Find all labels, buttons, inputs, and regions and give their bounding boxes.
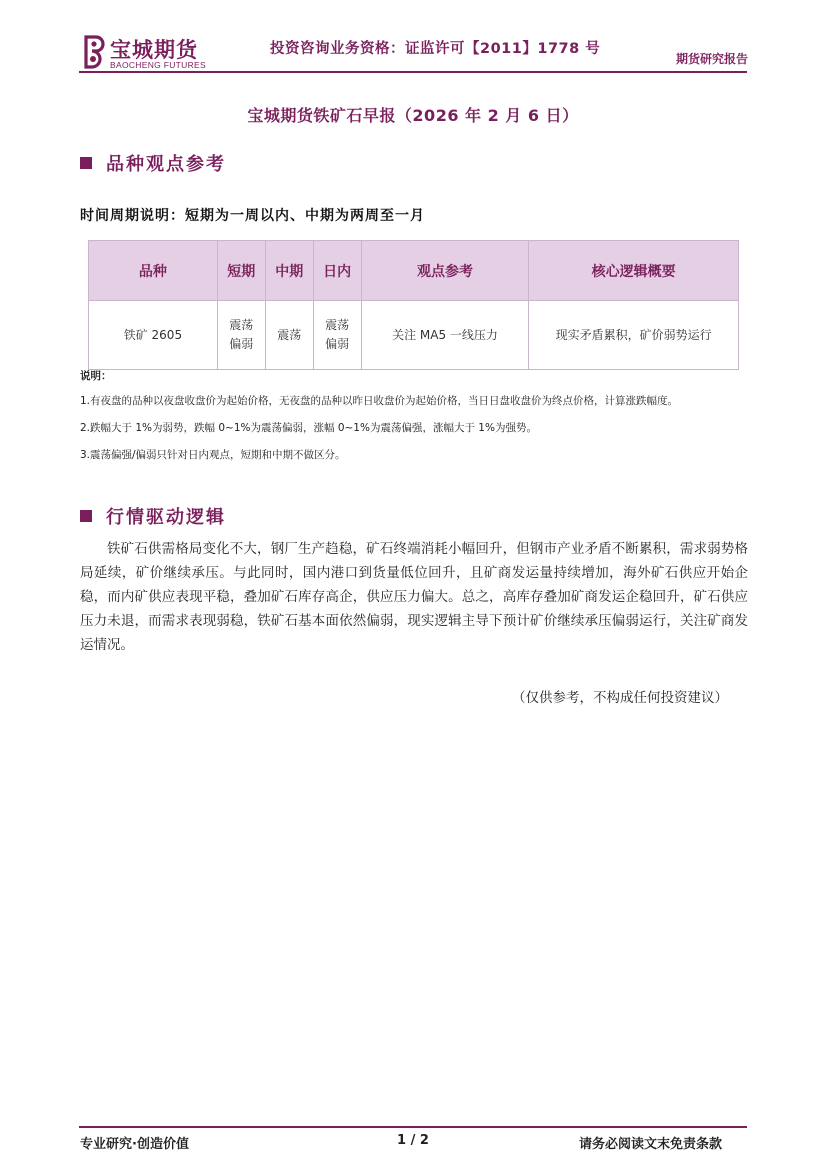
notes-title: 说明：	[80, 370, 112, 382]
page-number: 1 / 2	[397, 1133, 429, 1148]
section-heading-views	[80, 150, 226, 176]
table-row	[89, 301, 739, 370]
footer-divider	[79, 1126, 747, 1128]
note-item: 3.震荡偏强/偏弱只针对日内观点，短期和中期不做区分。	[80, 449, 346, 461]
views-table	[88, 240, 739, 370]
report-type-label: 期货研究报告	[675, 52, 748, 66]
cell-intraday-line2: 偏弱	[325, 337, 350, 351]
report-title: 宝城期货铁矿石早报（2026 年 2 月 6 日）	[247, 106, 579, 125]
cell-short-term	[217, 301, 265, 370]
note-item: 2.跌幅大于 1%为弱势，跌幅 0~1%为震荡偏弱，涨幅 0~1%为震荡偏强，涨幅大于 1%为强势。	[80, 422, 537, 434]
logo-mark-icon	[80, 34, 110, 70]
cell-short-term-line1: 震荡	[229, 318, 254, 332]
qualification-text: 投资咨询业务资格：证监许可【2011】1778 号	[270, 41, 601, 57]
cell-mid-term: 震荡	[265, 301, 313, 370]
cell-intraday	[313, 301, 361, 370]
logo-chinese-name: 宝城期货	[110, 37, 198, 62]
cell-view: 关注 MA5 一线压力	[361, 301, 529, 370]
market-driver-paragraph: 铁矿石供需格局变化不大，钢厂生产趋稳，矿石终端消耗小幅回升，但钢市产业矛盾不断累积，需求弱势格局延续，矿价继续承压。与此同时，国内港口到货量低位回升，且矿商发运量持续增加，海外矿石供应开始企稳，而内矿供应表现平稳，叠加矿石库存高企，供应压力偏大。总之，高库存叠加矿商发运企稳回升，矿石供应压力未退，而需求表现弱稳，铁矿石基本面依然偏弱，现实逻辑主导下预计矿价继续承压偏弱运行，关注矿商发运情况。	[80, 541, 748, 653]
footer-slogan: 专业研究·创造价值	[80, 1137, 189, 1152]
header-mid-term: 中期	[265, 241, 313, 301]
square-bullet-icon	[80, 157, 92, 169]
table-header-row	[89, 241, 739, 301]
header-view: 观点参考	[361, 241, 529, 301]
header-divider	[79, 71, 747, 73]
cell-variety: 铁矿 2605	[89, 301, 218, 370]
header-core-logic: 核心逻辑概要	[529, 241, 739, 301]
page-header	[0, 0, 826, 80]
cell-short-term-line2: 偏弱	[229, 337, 254, 351]
notes-block	[80, 368, 750, 474]
disclaimer-note: （仅供参考，不构成任何投资建议）	[512, 690, 728, 706]
section-heading-text: 品种观点参考	[106, 154, 226, 175]
note-item: 1.有夜盘的品种以夜盘收盘价为起始价格，无夜盘的品种以昨日收盘价为起始价格，当日日盘收盘价为终点价格，计算涨跌幅度。	[80, 395, 679, 407]
logo-english-name: BAOCHENG FUTURES	[110, 60, 206, 70]
cell-core-logic: 现实矛盾累积，矿价弱势运行	[529, 301, 739, 370]
footer-disclaimer-link: 请务必阅读文末免责条款	[578, 1137, 722, 1152]
cell-intraday-line1: 震荡	[325, 318, 350, 332]
header-variety: 品种	[89, 241, 218, 301]
square-bullet-icon	[80, 510, 92, 522]
header-intraday: 日内	[313, 241, 361, 301]
period-note: 时间周期说明：短期为一周以内、中期为两周至一月	[80, 208, 425, 224]
section-heading-drivers	[80, 503, 226, 529]
company-logo	[80, 34, 210, 74]
header-short-term: 短期	[217, 241, 265, 301]
section-heading-text: 行情驱动逻辑	[106, 507, 226, 528]
